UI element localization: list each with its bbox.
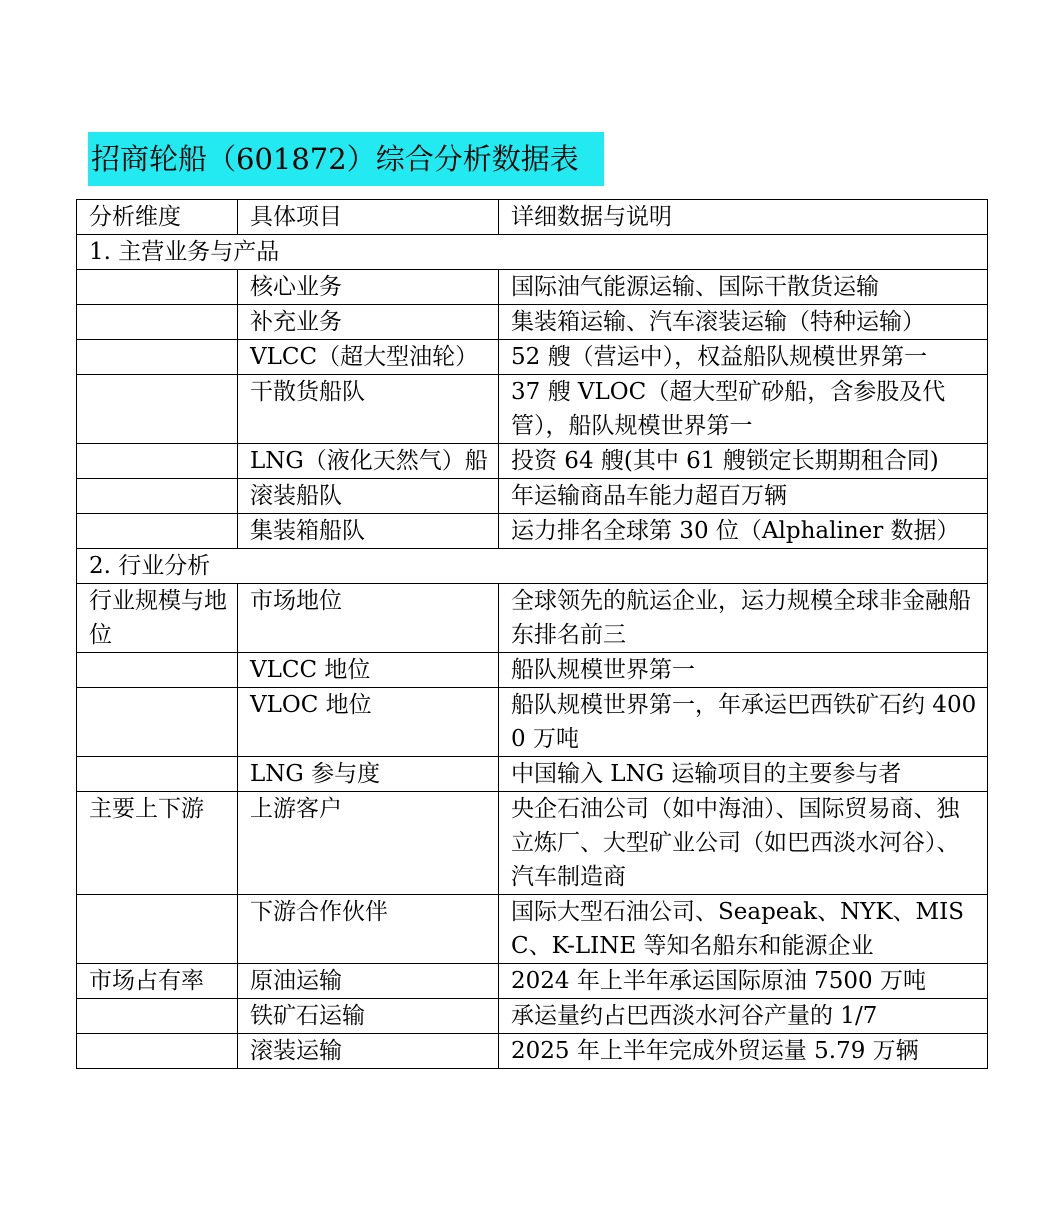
row-detail: 集装箱运输、汽车滚装运输（特种运输） — [499, 305, 988, 340]
row-item: 核心业务 — [238, 270, 499, 305]
row-dimension — [77, 999, 238, 1034]
analysis-table — [76, 199, 988, 1069]
row-detail: 2025 年上半年完成外贸运量 5.79 万辆 — [499, 1034, 988, 1069]
row-item: 铁矿石运输 — [238, 999, 499, 1034]
section-heading-main-business: 1. 主营业务与产品 — [77, 235, 988, 270]
row-dimension — [77, 895, 238, 964]
row-item: 上游客户 — [238, 792, 499, 895]
row-dimension — [77, 1034, 238, 1069]
row-dimension — [77, 444, 238, 479]
section-row — [77, 235, 988, 270]
row-item: 市场地位 — [238, 584, 499, 653]
row-detail: 船队规模世界第一，年承运巴西铁矿石约 4000 万吨 — [499, 688, 988, 757]
row-dimension — [77, 757, 238, 792]
row-detail: 承运量约占巴西淡水河谷产量的 1/7 — [499, 999, 988, 1034]
row-item: LNG（液化天然气）船 — [238, 444, 499, 479]
row-detail: 央企石油公司（如中海油）、国际贸易商、独立炼厂、大型矿业公司（如巴西淡水河谷）、汽车制造商 — [499, 792, 988, 895]
row-item: 下游合作伙伴 — [238, 895, 499, 964]
row-detail: 年运输商品车能力超百万辆 — [499, 479, 988, 514]
row-item: 原油运输 — [238, 964, 499, 999]
table-row — [77, 375, 988, 444]
row-dimension: 主要上下游 — [77, 792, 238, 895]
table-row — [77, 999, 988, 1034]
row-item: 干散货船队 — [238, 375, 499, 444]
header-item: 具体项目 — [238, 200, 499, 235]
row-item: VLCC（超大型油轮） — [238, 340, 499, 375]
table-row — [77, 270, 988, 305]
row-dimension: 市场占有率 — [77, 964, 238, 999]
row-item: 滚装运输 — [238, 1034, 499, 1069]
table-row — [77, 479, 988, 514]
header-detail: 详细数据与说明 — [499, 200, 988, 235]
table-row — [77, 584, 988, 653]
row-dimension — [77, 688, 238, 757]
table-row — [77, 964, 988, 999]
row-dimension — [77, 514, 238, 549]
section-row — [77, 549, 988, 584]
row-dimension — [77, 270, 238, 305]
table-row — [77, 1034, 988, 1069]
section-heading-industry-analysis: 2. 行业分析 — [77, 549, 988, 584]
header-dimension: 分析维度 — [77, 200, 238, 235]
row-dimension — [77, 305, 238, 340]
table-row — [77, 340, 988, 375]
table-row — [77, 895, 988, 964]
row-detail: 中国输入 LNG 运输项目的主要参与者 — [499, 757, 988, 792]
row-detail: 全球领先的航运企业，运力规模全球非金融船东排名前三 — [499, 584, 988, 653]
row-detail: 37 艘 VLOC（超大型矿砂船，含参股及代管），船队规模世界第一 — [499, 375, 988, 444]
table-row — [77, 653, 988, 688]
row-detail: 投资 64 艘(其中 61 艘锁定长期期租合同) — [499, 444, 988, 479]
row-detail: 国际油气能源运输、国际干散货运输 — [499, 270, 988, 305]
row-item: 补充业务 — [238, 305, 499, 340]
row-item: 滚装船队 — [238, 479, 499, 514]
row-detail: 2024 年上半年承运国际原油 7500 万吨 — [499, 964, 988, 999]
table-row — [77, 757, 988, 792]
row-item: VLOC 地位 — [238, 688, 499, 757]
row-detail: 国际大型石油公司、Seapeak、NYK、MISC、K-LINE 等知名船东和能源企业 — [499, 895, 988, 964]
table-row — [77, 444, 988, 479]
table-row — [77, 305, 988, 340]
table-row — [77, 792, 988, 895]
table-row — [77, 514, 988, 549]
row-detail: 运力排名全球第 30 位（Alphaliner 数据） — [499, 514, 988, 549]
document-title: 招商轮船（601872）综合分析数据表 — [88, 132, 604, 186]
row-item: VLCC 地位 — [238, 653, 499, 688]
row-dimension — [77, 479, 238, 514]
row-dimension: 行业规模与地位 — [77, 584, 238, 653]
row-item: LNG 参与度 — [238, 757, 499, 792]
row-detail: 船队规模世界第一 — [499, 653, 988, 688]
row-item: 集装箱船队 — [238, 514, 499, 549]
row-dimension — [77, 340, 238, 375]
row-detail: 52 艘（营运中），权益船队规模世界第一 — [499, 340, 988, 375]
table-header-row — [77, 200, 988, 235]
table-row — [77, 688, 988, 757]
row-dimension — [77, 653, 238, 688]
row-dimension — [77, 375, 238, 444]
